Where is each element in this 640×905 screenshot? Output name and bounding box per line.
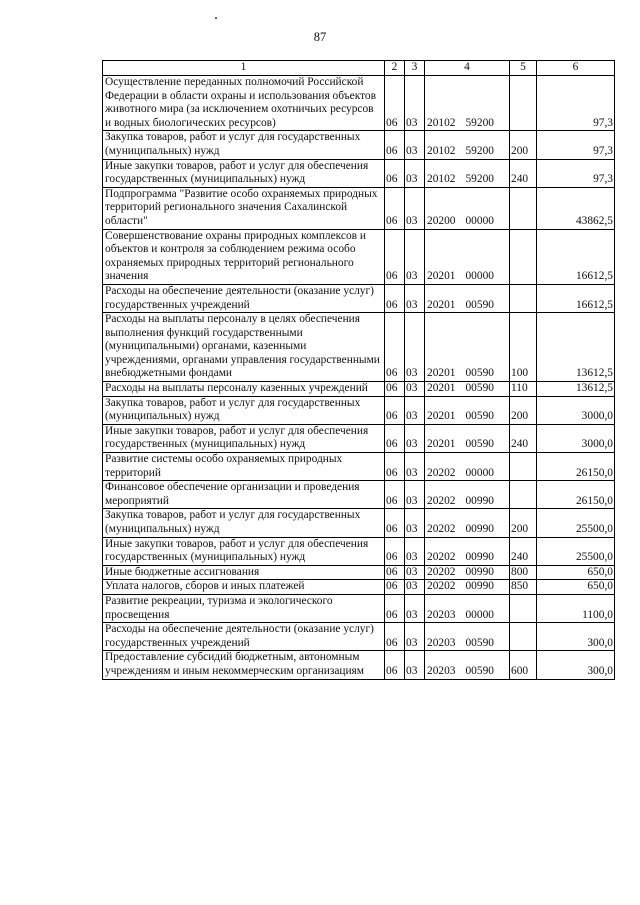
expense-type-code: 800: [510, 565, 537, 580]
code-part-a: 20102: [427, 144, 456, 157]
expense-type-code: 110: [510, 382, 537, 397]
item-name: Закупка товаров, работ и услуг для государственных (муниципальных) нужд: [103, 131, 385, 159]
page-number: 87: [313, 30, 327, 44]
code-part-b: 00590: [465, 382, 494, 395]
item-name: Осуществление переданных полномочий Российской Федерации в области охраны и использования объектов животного мира (за исключением охотничьих ресурсов и водных биологических ресурсов): [103, 76, 385, 131]
item-name: Расходы на выплаты персоналу в целях обеспечения выполнения функций государственными (муниципальными) органами, казенными учреждениями, органами управления государственными внебюджетными фондами: [103, 313, 385, 382]
item-name: Подпрограмма "Развитие особо охраняемых природных территорий регионального значения Сахалинской области": [103, 187, 385, 229]
code-part-a: 20202: [427, 494, 456, 507]
amount: 16612,5: [537, 284, 615, 312]
code-part-a: 20202: [427, 580, 456, 593]
item-name: Иные закупки товаров, работ и услуг для обеспечения государственных (муниципальных) нужд: [103, 159, 385, 187]
target-article-code: [425, 382, 510, 397]
target-article-code: [425, 509, 510, 537]
target-article-code: [425, 396, 510, 424]
code-part-b: 00990: [465, 551, 494, 564]
item-name: Иные бюджетные ассигнования: [103, 565, 385, 580]
target-article-code: [425, 76, 510, 131]
code-part-a: 20201: [427, 270, 456, 283]
scan-speck: [215, 17, 217, 19]
section-code: 06: [385, 594, 405, 622]
table-row: [103, 565, 615, 580]
section-code: 06: [385, 580, 405, 595]
section-code: 06: [385, 396, 405, 424]
target-article-code: [425, 453, 510, 481]
target-article-code: [425, 229, 510, 284]
amount: 650,0: [537, 565, 615, 580]
code-part-a: 20201: [427, 367, 456, 380]
section-code: 06: [385, 131, 405, 159]
expense-type-code: [510, 284, 537, 312]
target-article-code: [425, 651, 510, 679]
section-code: 06: [385, 453, 405, 481]
section-code: 06: [385, 565, 405, 580]
code-part-a: 20203: [427, 664, 456, 677]
code-part-b: 59200: [465, 144, 494, 157]
code-part-a: 20202: [427, 466, 456, 479]
code-part-b: 00990: [465, 494, 494, 507]
amount: 650,0: [537, 580, 615, 595]
code-part-b: 00000: [465, 270, 494, 283]
section-code: 06: [385, 382, 405, 397]
subsection-code: 03: [405, 580, 425, 595]
code-part-a: 20102: [427, 173, 456, 186]
item-name: Расходы на обеспечение деятельности (оказание услуг) государственных учреждений: [103, 623, 385, 651]
amount: 43862,5: [537, 187, 615, 229]
code-part-a: 20202: [427, 523, 456, 535]
table-row: [103, 284, 615, 312]
code-part-b: 00590: [465, 367, 494, 380]
amount: 26150,0: [537, 453, 615, 481]
code-part-a: 20202: [427, 565, 456, 578]
expense-type-code: 240: [510, 159, 537, 187]
table-row: [103, 313, 615, 382]
expense-type-code: [510, 76, 537, 131]
target-article-code: [425, 131, 510, 159]
code-part-b: 00590: [465, 298, 494, 311]
amount: 13612,5: [537, 313, 615, 382]
expense-type-code: 240: [510, 537, 537, 565]
code-part-a: 20202: [427, 551, 456, 564]
section-code: 06: [385, 424, 405, 452]
item-name: Иные закупки товаров, работ и услуг для обеспечения государственных (муниципальных) нужд: [103, 424, 385, 452]
target-article-code: [425, 313, 510, 382]
code-part-b: 00590: [465, 410, 494, 423]
expense-type-code: [510, 229, 537, 284]
amount: 97,3: [537, 76, 615, 131]
code-part-a: 20201: [427, 410, 456, 423]
subsection-code: 03: [405, 284, 425, 312]
item-name: Расходы на обеспечение деятельности (оказание услуг) государственных учреждений: [103, 284, 385, 312]
target-article-code: [425, 537, 510, 565]
item-name: Расходы на выплаты персоналу казенных учреждений: [103, 382, 385, 397]
item-name: Совершенствование охраны природных комплексов и объектов и контроля за соблюдением режима особо охраняемых природных территорий регионального значения: [103, 229, 385, 284]
target-article-code: [425, 580, 510, 595]
expense-type-code: [510, 187, 537, 229]
code-part-b: 00590: [465, 438, 494, 451]
table-row: [103, 229, 615, 284]
section-code: 06: [385, 76, 405, 131]
expense-type-code: 240: [510, 424, 537, 452]
item-name: Иные закупки товаров, работ и услуг для обеспечения государственных (муниципальных) нужд: [103, 537, 385, 565]
subsection-code: 03: [405, 396, 425, 424]
table-row: [103, 481, 615, 509]
item-name: Развитие рекреации, туризма и экологического просвещения: [103, 594, 385, 622]
item-name: Закупка товаров, работ и услуг для государственных (муниципальных) нужд: [103, 509, 385, 537]
subsection-code: 03: [405, 537, 425, 565]
table-row: [103, 382, 615, 397]
subsection-code: 03: [405, 76, 425, 131]
target-article-code: [425, 424, 510, 452]
subsection-code: 03: [405, 229, 425, 284]
section-code: 06: [385, 537, 405, 565]
section-code: 06: [385, 623, 405, 651]
table-row: [103, 76, 615, 131]
code-part-b: 00990: [465, 565, 494, 578]
table-row: [103, 509, 615, 537]
item-name: Финансовое обеспечение организации и проведения мероприятий: [103, 481, 385, 509]
table-row: [103, 187, 615, 229]
code-part-b: 00990: [465, 523, 494, 535]
target-article-code: [425, 284, 510, 312]
target-article-code: [425, 481, 510, 509]
section-code: 06: [385, 284, 405, 312]
section-code: 06: [385, 481, 405, 509]
budget-table: [102, 60, 615, 680]
amount: 26150,0: [537, 481, 615, 509]
code-part-b: 59200: [465, 173, 494, 186]
amount: 300,0: [537, 623, 615, 651]
code-part-b: 00990: [465, 580, 494, 593]
subsection-code: 03: [405, 382, 425, 397]
section-code: 06: [385, 651, 405, 679]
table-row: [103, 424, 615, 452]
subsection-code: 03: [405, 159, 425, 187]
item-name: Закупка товаров, работ и услуг для государственных (муниципальных) нужд: [103, 396, 385, 424]
amount: 97,3: [537, 131, 615, 159]
amount: 13612,5: [537, 382, 615, 397]
target-article-code: [425, 623, 510, 651]
table-header-row: [103, 61, 615, 76]
target-article-code: [425, 187, 510, 229]
expense-type-code: [510, 594, 537, 622]
amount: 300,0: [537, 651, 615, 679]
subsection-code: 03: [405, 651, 425, 679]
code-part-a: 20201: [427, 382, 456, 395]
header-col-1: 1: [103, 61, 385, 76]
expense-type-code: 850: [510, 580, 537, 595]
code-part-b: 59200: [465, 116, 494, 129]
code-part-b: 00590: [465, 636, 494, 649]
code-part-b: 00000: [465, 466, 494, 479]
section-code: 06: [385, 229, 405, 284]
expense-type-code: [510, 453, 537, 481]
table-row: [103, 131, 615, 159]
amount: 25500,0: [537, 509, 615, 537]
section-code: 06: [385, 313, 405, 382]
table-row: [103, 396, 615, 424]
expense-type-code: [510, 481, 537, 509]
header-col-6: 6: [537, 61, 615, 76]
header-col-3: 3: [405, 61, 425, 76]
expense-type-code: 600: [510, 651, 537, 679]
amount: 25500,0: [537, 537, 615, 565]
expense-type-code: 200: [510, 131, 537, 159]
subsection-code: 03: [405, 509, 425, 537]
amount: 3000,0: [537, 396, 615, 424]
amount: 16612,5: [537, 229, 615, 284]
header-col-2: 2: [385, 61, 405, 76]
subsection-code: 03: [405, 453, 425, 481]
subsection-code: 03: [405, 424, 425, 452]
header-col-5: 5: [510, 61, 537, 76]
table-row: [103, 453, 615, 481]
subsection-code: 03: [405, 187, 425, 229]
target-article-code: [425, 159, 510, 187]
code-part-b: 00000: [465, 214, 494, 227]
amount: 1100,0: [537, 594, 615, 622]
subsection-code: 03: [405, 481, 425, 509]
section-code: 06: [385, 159, 405, 187]
item-name: Уплата налогов, сборов и иных платежей: [103, 580, 385, 595]
table-row: [103, 537, 615, 565]
table-row: [103, 623, 615, 651]
item-name: Развитие системы особо охраняемых природных территорий: [103, 453, 385, 481]
code-part-a: 20201: [427, 438, 456, 451]
section-code: 06: [385, 509, 405, 537]
code-part-a: 20201: [427, 298, 456, 311]
table-row: [103, 594, 615, 622]
code-part-a: 20102: [427, 116, 456, 129]
code-part-a: 20200: [427, 214, 456, 227]
amount: 97,3: [537, 159, 615, 187]
subsection-code: 03: [405, 313, 425, 382]
subsection-code: 03: [405, 594, 425, 622]
expense-type-code: 200: [510, 396, 537, 424]
expense-type-code: 100: [510, 313, 537, 382]
table-body: [103, 76, 615, 680]
target-article-code: [425, 565, 510, 580]
subsection-code: 03: [405, 623, 425, 651]
table-row: [103, 159, 615, 187]
item-name: Предоставление субсидий бюджетным, автономным учреждениям и иным некоммерческим организациям: [103, 651, 385, 679]
target-article-code: [425, 594, 510, 622]
expense-type-code: [510, 623, 537, 651]
section-code: 06: [385, 187, 405, 229]
table-row: [103, 580, 615, 595]
amount: 3000,0: [537, 424, 615, 452]
expense-type-code: 200: [510, 509, 537, 537]
header-col-4: 4: [425, 61, 510, 76]
code-part-b: 00590: [465, 664, 494, 677]
table-row: [103, 651, 615, 679]
subsection-code: 03: [405, 565, 425, 580]
code-part-a: 20203: [427, 636, 456, 649]
subsection-code: 03: [405, 131, 425, 159]
code-part-b: 00000: [465, 608, 494, 621]
code-part-a: 20203: [427, 608, 456, 621]
